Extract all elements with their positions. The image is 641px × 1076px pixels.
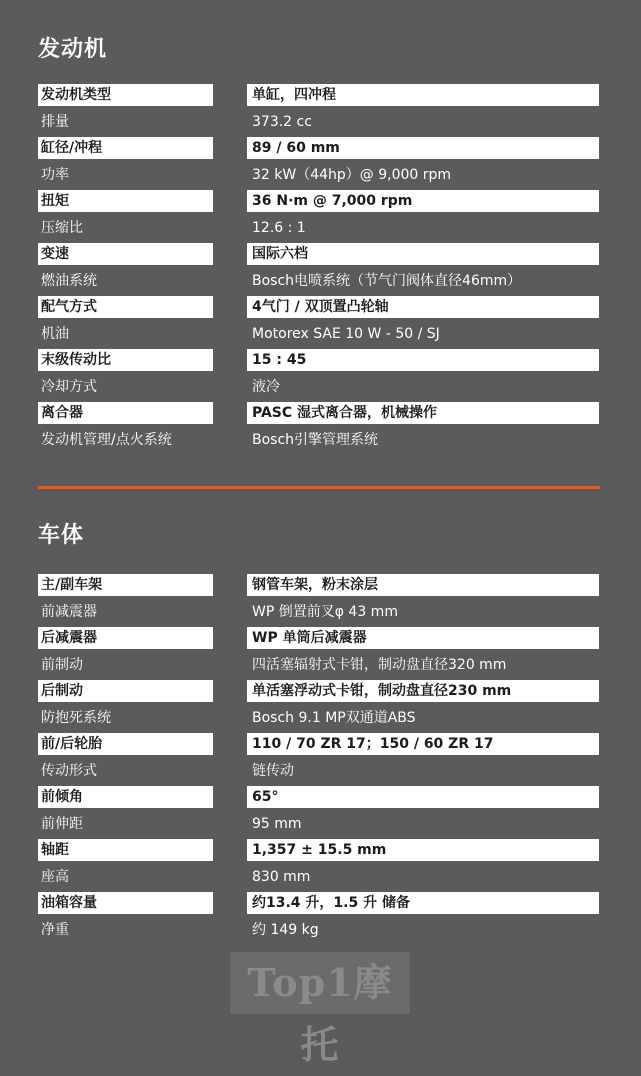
spec-label: 排量 — [41, 113, 69, 130]
spec-row — [38, 731, 600, 758]
spec-value: 830 mm — [252, 868, 311, 885]
spec-row — [38, 705, 600, 732]
spec-row — [38, 109, 600, 136]
spec-label: 发动机管理/点火系统 — [41, 431, 172, 448]
spec-row — [38, 135, 600, 162]
spec-row — [38, 811, 600, 838]
spec-value: 液冷 — [252, 378, 280, 395]
spec-label: 净重 — [41, 921, 69, 938]
spec-row — [38, 321, 600, 348]
spec-label: 主/副车架 — [38, 574, 213, 596]
spec-label: 发动机类型 — [38, 84, 213, 106]
spec-value: WP 单筒后减震器 — [247, 627, 599, 649]
spec-value: 65° — [247, 786, 599, 808]
spec-row — [38, 625, 600, 652]
spec-row — [38, 599, 600, 626]
spec-label: 传动形式 — [41, 762, 97, 779]
spec-value: 单活塞浮动式卡钳，制动盘直径230 mm — [247, 680, 599, 702]
spec-label: 防抱死系统 — [41, 709, 111, 726]
spec-label: 前伸距 — [41, 815, 83, 832]
spec-value: 110 / 70 ZR 17；150 / 60 ZR 17 — [247, 733, 599, 755]
spec-label: 前制动 — [41, 656, 83, 673]
spec-label: 后制动 — [38, 680, 213, 702]
spec-row — [38, 758, 600, 785]
spec-row — [38, 917, 600, 944]
spec-value: 链传动 — [252, 762, 294, 779]
spec-value: Bosch引擎管理系统 — [252, 431, 379, 448]
spec-label: 压缩比 — [41, 219, 83, 236]
spec-value: Motorex SAE 10 W - 50 / SJ — [252, 325, 440, 342]
spec-row — [38, 215, 600, 242]
spec-row — [38, 837, 600, 864]
spec-value: 4气门 / 双顶置凸轮轴 — [247, 296, 599, 318]
spec-value: 36 N·m @ 7,000 rpm — [247, 190, 599, 212]
spec-label: 离合器 — [38, 402, 213, 424]
spec-row — [38, 784, 600, 811]
spec-value: WP 倒置前叉φ 43 mm — [252, 603, 398, 620]
spec-label: 冷却方式 — [41, 378, 97, 395]
spec-label: 配气方式 — [38, 296, 213, 318]
spec-row — [38, 400, 600, 427]
spec-row — [38, 347, 600, 374]
spec-value: 约13.4 升，1.5 升 储备 — [247, 892, 599, 914]
spec-label: 变速 — [38, 243, 213, 265]
spec-row — [38, 241, 600, 268]
spec-label: 机油 — [41, 325, 69, 342]
spec-value: 373.2 cc — [252, 113, 312, 130]
spec-row — [38, 162, 600, 189]
spec-value: 四活塞辐射式卡钳，制动盘直径320 mm — [252, 656, 507, 673]
spec-value: Bosch 9.1 MP双通道ABS — [252, 709, 416, 726]
engine-spec-table — [38, 82, 600, 453]
spec-row — [38, 294, 600, 321]
spec-value: 单缸，四冲程 — [247, 84, 599, 106]
spec-label: 缸径/冲程 — [38, 137, 213, 159]
spec-value: 15 : 45 — [247, 349, 599, 371]
spec-value: Bosch电喷系统（节气门阀体直径46mm） — [252, 272, 522, 289]
spec-row — [38, 864, 600, 891]
watermark-logo: Top1摩托 — [230, 952, 410, 1014]
spec-value: 32 kW（44hp）@ 9,000 rpm — [252, 166, 452, 183]
spec-label: 燃油系统 — [41, 272, 97, 289]
spec-row — [38, 188, 600, 215]
spec-row — [38, 374, 600, 401]
spec-value: 12.6 : 1 — [252, 219, 306, 236]
spec-label: 座高 — [41, 868, 69, 885]
spec-label: 油箱容量 — [38, 892, 213, 914]
spec-value: 95 mm — [252, 815, 302, 832]
spec-row — [38, 890, 600, 917]
spec-row — [38, 652, 600, 679]
section-divider — [38, 486, 600, 489]
spec-value: 国际六档 — [247, 243, 599, 265]
spec-value: 1,357 ± 15.5 mm — [247, 839, 599, 861]
spec-value: 约 149 kg — [252, 921, 319, 938]
spec-label: 后减震器 — [38, 627, 213, 649]
spec-row — [38, 678, 600, 705]
spec-label: 末级传动比 — [38, 349, 213, 371]
spec-value: 钢管车架，粉末涂层 — [247, 574, 599, 596]
spec-label: 前减震器 — [41, 603, 97, 620]
spec-value: 89 / 60 mm — [247, 137, 599, 159]
spec-label: 前/后轮胎 — [38, 733, 213, 755]
spec-label: 功率 — [41, 166, 69, 183]
chassis-section-title: 车体 — [38, 523, 85, 548]
chassis-spec-table — [38, 572, 600, 943]
spec-row — [38, 82, 600, 109]
spec-row — [38, 268, 600, 295]
spec-label: 前倾角 — [38, 786, 213, 808]
spec-label: 轴距 — [38, 839, 213, 861]
spec-row — [38, 427, 600, 454]
engine-section-title: 发动机 — [38, 37, 108, 62]
spec-label: 扭矩 — [38, 190, 213, 212]
spec-value: PASC 湿式离合器，机械操作 — [247, 402, 599, 424]
spec-row — [38, 572, 600, 599]
